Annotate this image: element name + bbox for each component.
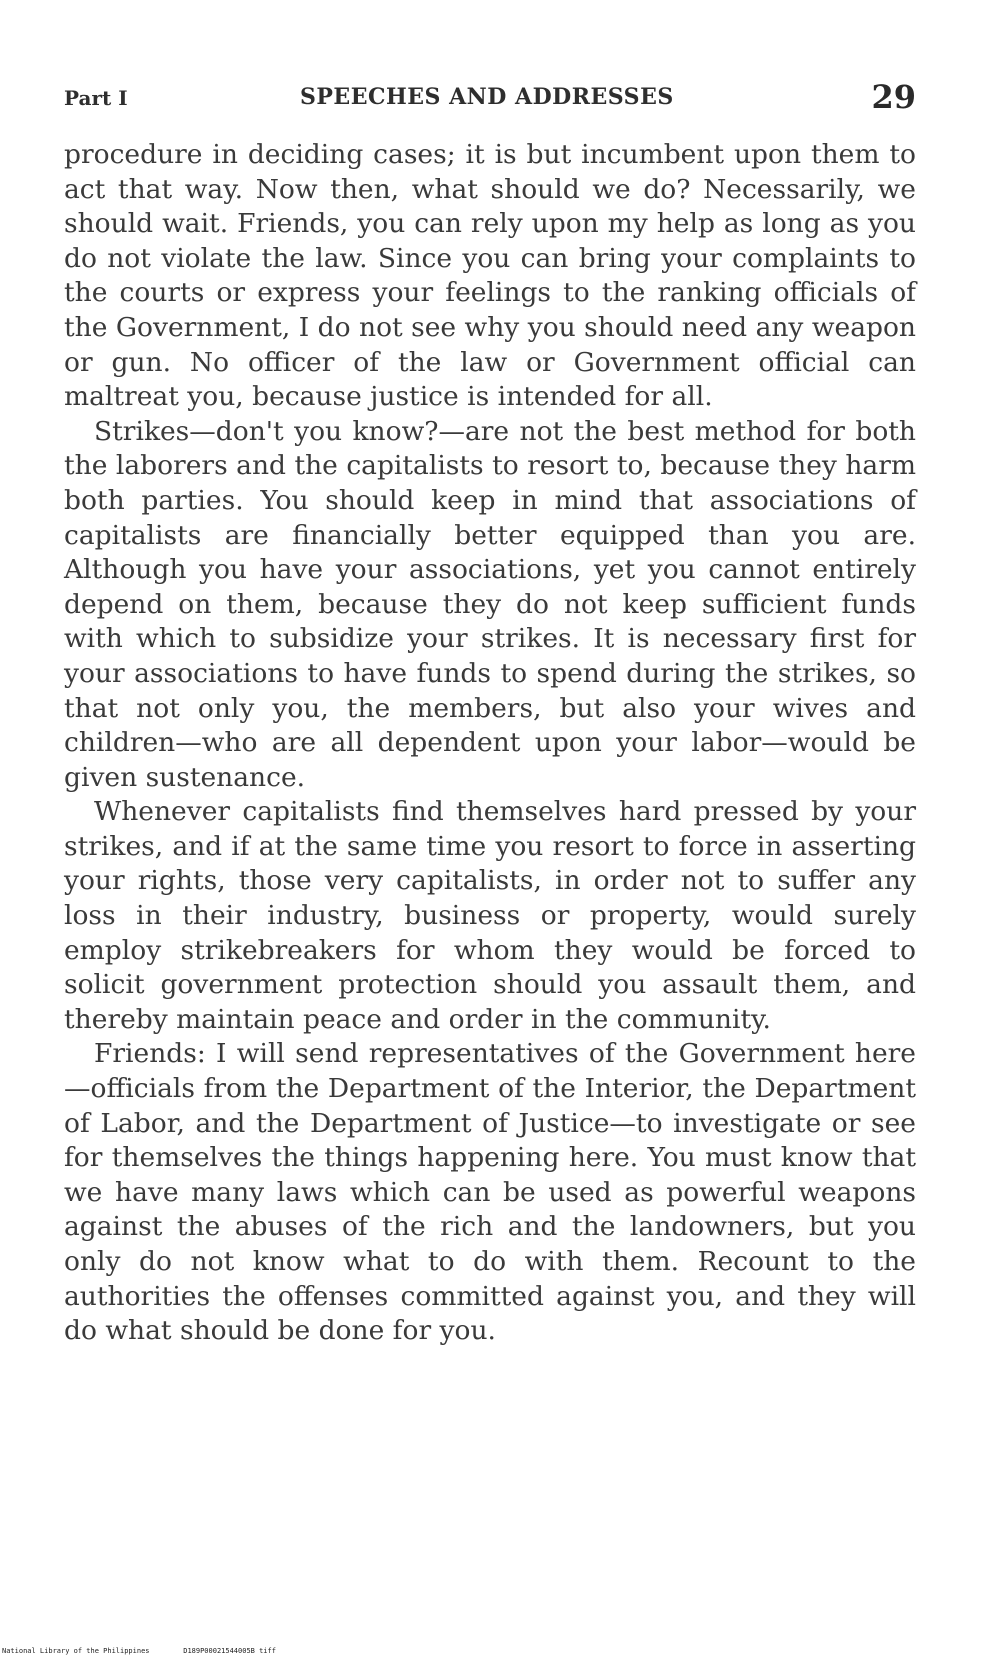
paragraph-continued: procedure in deciding cases; it is but incumbent upon them to act that way. Now then, what should we do? Necessarily, we should wait. Friends, you can rely upon my help as long as you do not violate the law. Since you can bring your complaints to the courts or express your feelings to the ranking officials of the Government, I do not see why you should need any weapon or gun. No officer of the law or Government official can maltreat you, because justice is intended for all. bbox=[64, 139, 916, 413]
scan-footer bbox=[2, 1647, 276, 1655]
page-number: 29 bbox=[871, 78, 916, 116]
running-title: SPEECHES AND ADDRESSES bbox=[300, 84, 674, 110]
paragraph-representatives: Friends: I will send representatives of the Government here—officials from the Department of the Interior, the Department of Labor, and the Department of Justice—to investigate or see for themselves the things happening here. You must know that we have many laws which can be used as powerful weapons against the abuses of the rich and the landowners, but you only do not know what to do with them. Recount to the authorities the offenses committed against you, and they will do what should be done for you. bbox=[64, 1038, 916, 1347]
library-credit: National Library of the Philippines bbox=[2, 1647, 150, 1655]
scan-filename: D189P00021544005B tiff bbox=[183, 1647, 276, 1655]
paragraph-capitalists: Whenever capitalists find themselves hard pressed by your strikes, and if at the same time you resort to force in asserting your rights, those very capitalists, in order not to suffer any loss in their industry, business or property, would surely employ strikebreakers for whom they would be forced to solicit government protection should you assault them, and thereby maintain peace and order in the community. bbox=[64, 796, 916, 1035]
part-label: Part I bbox=[64, 86, 128, 110]
paragraph-strikes: Strikes—don't you know?—are not the best method for both the laborers and the capitalists to resort to, because they harm both parties. You should keep in mind that associations of capitalists are financially better equipped than you are. Although you have your associations, yet you cannot entirely depend on them, because they do not keep sufficient funds with which to subsidize your strikes. It is necessary first for your associations to have funds to spend during the strikes, so that not only you, the members, but also your wives and children—who are all dependent upon your labor—would be given sustenance. bbox=[64, 415, 916, 793]
body-text bbox=[64, 138, 916, 1349]
page-header bbox=[64, 78, 916, 118]
